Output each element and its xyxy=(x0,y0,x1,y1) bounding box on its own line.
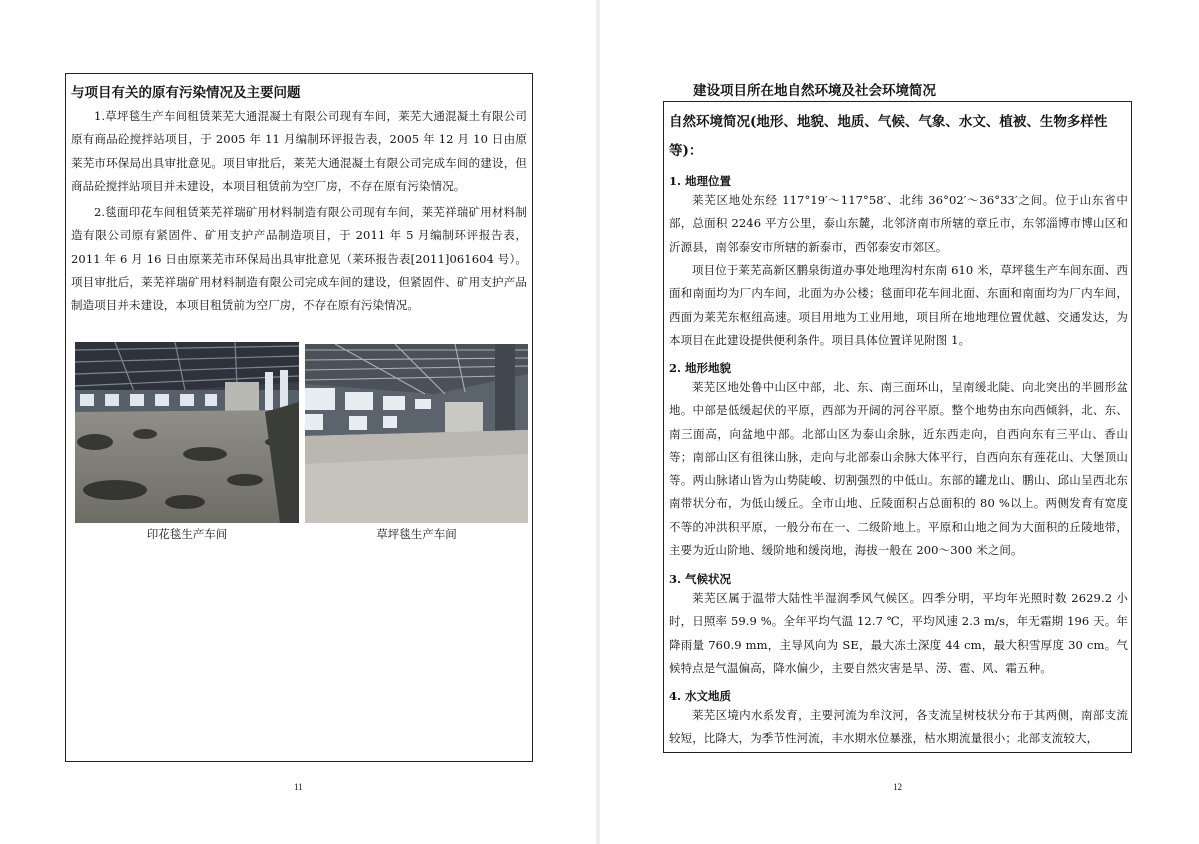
page-number: 11 xyxy=(294,782,303,792)
paragraph-hydrology: 莱芜区境内水系发育，主要河流为牟汶河，各支流呈树枝状分布于其两侧，南部支流较短，比降大，为季节性河流，丰水期水位暴涨，枯水期流量很小；北部支流较大， xyxy=(669,708,1128,746)
section-title: 与项目有关的原有污染情况及主要问题 xyxy=(71,85,301,101)
pollution-section-box xyxy=(65,73,533,762)
warehouse-photo-icon xyxy=(75,342,299,523)
subsection-title-terrain: 2. 地形地貌 xyxy=(669,361,732,375)
paragraph-terrain: 莱芜区地处鲁中山区中部，北、东、南三面环山，呈南缓北陡、向北突出的半圆形盆地。中部是低缓起伏的平原，西部为开阔的河谷平原。整个地势由东向西倾斜，北、东、南三面高，向盆地中部。北部山区为泰山余脉，近东西走向，自西向东有三平山、香山等；南部山区有徂徕山脉，走向与北部泰山余脉大体平行，自西向东有莲花山、大堡顶山等。两山脉诸山皆为山势陡峻、切割强烈的中低山。东部的罐龙山、鹏山、邱山呈西北东南带状分布，为低山缓丘。全市山地、丘陵面积占总面积的 80 %以上。两侧发育有宽度不等的冲洪积平原，一般分布在一、二级阶地上。平原和山地之间为大面积的丘陵地带，主要为近山阶地、缓阶地和缓岗地，海拔一般在 200～300 米之间。 xyxy=(669,380,1128,558)
paragraph-climate: 莱芜区属于温带大陆性半湿润季风气候区。四季分明，平均年光照时数 2629.2 小时，日照率 59.9 %。全年平均气温 12.7 ℃，平均风速 2.3 m/s，年无霜期 196 天。年降雨量 760.9 mm，主导风向为 SE，最大冻土深度 44 cm，最大积雪厚度 30 cm。气候特点是气温偏高，降水偏少，主要自然灾害是旱、涝、雹、风、霜五种。 xyxy=(669,591,1128,675)
paragraph-location-2: 项目位于莱芜高新区鹏泉街道办事处地理沟村东南 610 米，草坪毯生产车间东面、西面和南面均为厂内车间，北面为办公楼；毯面印花车间北面、东面和南面均为厂内车间，西面为莱芜东枢纽高速。项目用地为工业用地，项目所在地地理位置优越、交通发达，为本项目在此建设提供便利条件。项目具体位置详见附图 1。 xyxy=(669,263,1128,347)
warehouse-photo-print-workshop xyxy=(75,342,299,523)
warehouse-photo-grass-workshop xyxy=(305,344,528,523)
paragraph-location-1: 莱芜区地处东经 117°19′～117°58′、北纬 36°02′～36°33′之间。位于山东省中部，总面积 2246 平方公里，泰山东麓，北邻济南市所辖的章丘市，东邻淄博市博山区和沂源县，南邻泰安市所辖的新泰市，西邻泰安市郊区。 xyxy=(669,193,1128,254)
page-heading: 建设项目所在地自然环境及社会环境简况 xyxy=(693,83,936,99)
warehouse-photo-icon xyxy=(305,344,528,523)
subsection-title-location: 1. 地理位置 xyxy=(669,174,732,188)
paragraph-1: 1.草坪毯生产车间租赁莱芜大通混凝土有限公司现有车间，莱芜大通混凝土有限公司原有商品砼搅拌站项目，于 2005 年 11 月编制环评报告表，2005 年 12 月 10 日由原莱芜市环保局出具审批意见。项目审批后，莱芜大通混凝土有限公司完成车间的建设，但商品砼搅拌站项目并未建设，本项目租赁前为空厂房，不存在原有污染情况。 xyxy=(71,109,527,193)
section-title: 自然环境简况(地形、地貌、地质、气候、气象、水文、植被、生物多样性等)： xyxy=(669,114,1108,159)
subsection-title-hydrology: 4. 水文地质 xyxy=(669,689,732,703)
paragraph-2: 2.毯面印花车间租赁莱芜祥瑞矿用材料制造有限公司现有车间，莱芜祥瑞矿用材料制造有限公司原有紧固件、矿用支护产品制造项目，于 2011 年 5 月编制环评报告表，2011 年 6 月 16 日由原莱芜市环保局出具审批意见（莱环报告表[2011]061604 号）。项目审批后，莱芜祥瑞矿用材料制造有限公司完成车间的建设，但紧固件、矿用支护产品制造项目并未建设，本项目租赁前为空厂房，不存在原有污染情况。 xyxy=(71,205,527,313)
page-left xyxy=(0,0,596,844)
photo-caption-print: 印花毯生产车间 xyxy=(146,527,228,541)
photo-caption-grass: 草坪毯生产车间 xyxy=(376,527,457,541)
subsection-title-climate: 3. 气候状况 xyxy=(669,572,732,586)
page-number: 12 xyxy=(893,782,902,792)
environment-section-box xyxy=(663,101,1132,753)
